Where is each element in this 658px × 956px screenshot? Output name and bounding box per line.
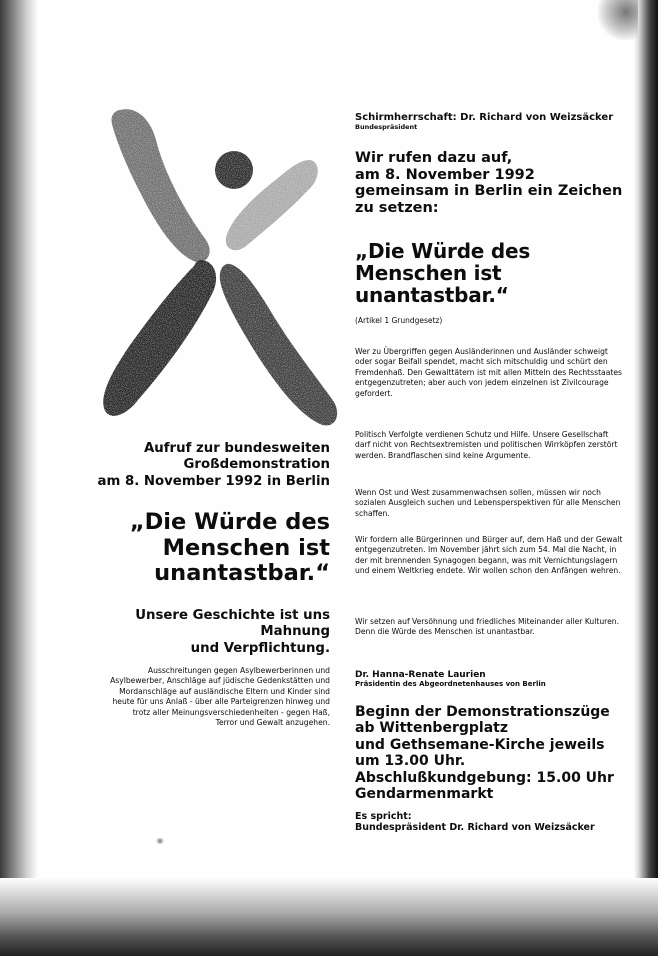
info-line: um 13.00 Uhr.: [355, 753, 466, 770]
info-line: Beginn der Demonstrationszüge: [355, 704, 610, 720]
logo-stroke-left-upper: [111, 109, 209, 262]
event-info: [355, 704, 620, 802]
call-line: am 8. November 1992: [355, 166, 535, 183]
info-line: und Gethsemane-Kirche jeweils: [355, 736, 605, 753]
scan-shadow-bottom: [0, 878, 658, 956]
left-paragraph: Ausschreitungen gegen Asylbewerberinnen und Asylbewerber, Anschläge auf jüdische Gedenkstätten und Mordanschläge auf ausländische Eltern und Kinder sind heute für uns Anlaß - über alle Parteigrenzen hinweg und trotz aller Meinungsverschiedenheiten - gegen Haß, Terror und Gewalt anzugehen.: [110, 666, 330, 728]
logo-head: [215, 151, 253, 189]
scan-shadow-corner: [598, 0, 638, 40]
body-paragraph: Wenn Ost und West zusammenwachsen sollen, müssen wir noch sozialen Ausgleich suchen und Lebensperspektiven für alle Menschen schaffen.: [355, 488, 621, 518]
announcement-line: Aufruf zur bundesweiten: [144, 441, 330, 456]
signature: [355, 670, 625, 688]
quote-line: „Die Würde des: [129, 509, 330, 535]
quote-line: unantastbar.“: [355, 283, 509, 307]
call-line: zu setzen:: [355, 200, 439, 217]
history-statement: [110, 608, 330, 657]
call-to-action: [355, 150, 625, 217]
demo-announcement: [97, 441, 330, 490]
quote-line: Menschen ist: [355, 261, 502, 285]
info-line: Abschlußkundgebung: 15.00 Uhr: [355, 769, 614, 786]
call-line: gemeinsam in Berlin ein Zeichen: [355, 183, 623, 200]
history-line: und Verpflichtung.: [190, 640, 330, 656]
body-paragraph: Politisch Verfolgte verdienen Schutz und Hilfe. Unsere Gesellschaft darf nicht von Rechtsextremisten und politischen Wirrköpfen zerstört werden. Brandflaschen sind keine Argumente.: [355, 430, 618, 460]
body-paragraph: Wer zu Übergriffen gegen Ausländerinnen und Ausländer schweigt oder sogar Beifall spendet, macht sich mitschuldig und schürt den Fremdenhaß. Den Gewalttätern ist mit allen Mitteln des Rechtsstaates entgegenzutreten; aber auch von jedem einzelnen ist Zivilcourage gefordert.: [355, 347, 622, 398]
quote-right: [355, 240, 625, 306]
article-reference: (Artikel 1 Grundgesetz): [355, 316, 443, 325]
info-line: Gendarmenmarkt: [355, 785, 494, 802]
quote-line: unantastbar.“: [154, 560, 330, 587]
body-paragraph: Wir fordern alle Bürgerinnen und Bürger auf, dem Haß und der Gewalt entgegenzutreten. Im November jährt sich zum 54. Mal die Nacht, in der mit brennenden Synagogen begann, was mit Vernichtungslagern und einem Weltkrieg endete. Wir wollen schon den Anfängen wehren.: [355, 535, 623, 576]
quote-line: „Die Würde des: [355, 239, 531, 263]
logo-stroke-right-lower: [220, 264, 337, 426]
call-line: Wir rufen dazu auf,: [355, 150, 513, 166]
logo-stroke-left-lower: [103, 260, 216, 416]
history-line: Mahnung: [260, 624, 330, 640]
body-paragraph: Wir setzen auf Versöhnung und friedliches Miteinander aller Kulturen. Denn die Würde des Menschen ist unantastbar.: [355, 617, 620, 637]
quote-line: Menschen ist: [162, 534, 330, 561]
signature-title: Präsidentin des Abgeordnetenhauses von Berlin: [355, 680, 546, 689]
patron-title: Bundespräsident: [355, 122, 418, 131]
speaker-label: Es spricht:: [355, 811, 412, 822]
history-line: Unsere Geschichte ist uns: [135, 608, 330, 623]
patron-line: Schirmherrschaft: Dr. Richard von Weizsäcker: [355, 112, 614, 123]
signature-name: Dr. Hanna-Renate Laurien: [355, 670, 486, 680]
speaker-name: Bundespräsident Dr. Richard von Weizsäcker: [355, 821, 595, 833]
speaker: [355, 812, 625, 834]
x-figure-logo-icon: [98, 100, 344, 440]
quote-left: [30, 510, 330, 587]
scan-shadow-right: [634, 0, 658, 956]
patronage: [355, 113, 625, 130]
info-line: ab Wittenbergplatz: [355, 720, 508, 737]
scan-speck: [155, 838, 165, 844]
announcement-line: am 8. November 1992 in Berlin: [97, 473, 330, 489]
scan-shadow-left: [0, 0, 38, 956]
announcement-line: Großdemonstration: [183, 457, 330, 473]
